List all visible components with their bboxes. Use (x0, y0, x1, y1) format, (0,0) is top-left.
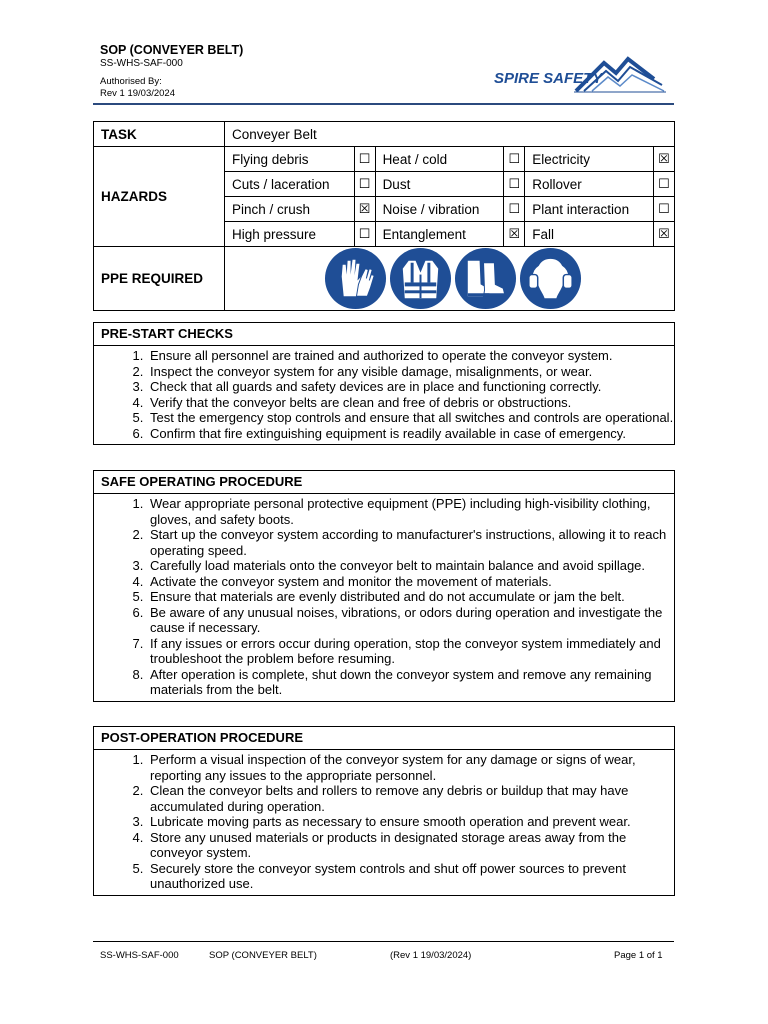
list-item: 6. Be aware of any unusual noises, vibrations, or odors during operation and investigate the cause if necessary. (147, 605, 674, 636)
footer-divider (93, 941, 674, 942)
list-item: 7. If any issues or errors occur during operation, stop the conveyor system immediately and troubleshoot the problem before resuming. (147, 636, 674, 667)
list-item: 1. Ensure all personnel are trained and authorized to operate the conveyor system. (147, 348, 674, 364)
hi-vis-vest-icon (389, 247, 452, 310)
footer-title: SOP (CONVEYER BELT) (209, 950, 317, 961)
list-item: 8. After operation is complete, shut down the conveyor system and remove any remaining materials from the belt. (147, 667, 674, 698)
hazard-checkbox: ☐ (504, 172, 525, 197)
spire-safety-logo (494, 55, 666, 95)
procedure-list (94, 496, 674, 698)
list-item: 4. Store any unused materials or products in designated storage areas away from the conveyor system. (147, 830, 674, 861)
document-title: SOP (CONVEYER BELT) (100, 43, 244, 57)
footer-revision: (Rev 1 19/03/2024) (390, 950, 472, 961)
list-item: 5. Test the emergency stop controls and ensure that all switches and controls are operational. (147, 410, 674, 426)
authorised-by (100, 76, 243, 100)
gloves-icon (324, 247, 387, 310)
ppe-label: PPE REQUIRED (94, 247, 225, 311)
list-item: 4. Verify that the conveyor belts are clean and free of debris or obstructions. (147, 395, 674, 411)
post-operation-list (94, 752, 674, 892)
list-item: 6. Confirm that fire extinguishing equipment is readily available in case of emergency. (147, 426, 674, 442)
list-item: 2. Clean the conveyor belts and rollers to remove any debris or buildup that may have accumulated during operation. (147, 783, 674, 814)
hazards-label: HAZARDS (94, 147, 225, 247)
logo-text: SPIRE SAFETY (494, 70, 603, 87)
section-heading: POST-OPERATION PROCEDURE (94, 727, 674, 750)
header-divider (93, 103, 674, 105)
hazard-checkbox: ☒ (504, 222, 525, 247)
section-heading: PRE-START CHECKS (94, 323, 674, 346)
hazard-checkbox: ☐ (354, 172, 375, 197)
hazard-checkbox: ☐ (354, 147, 375, 172)
list-item: 1. Perform a visual inspection of the conveyor system for any damage or signs of wear, reporting any issues to the appropriate personnel. (147, 752, 674, 783)
task-label: TASK (94, 122, 225, 147)
hazard-name: Entanglement (375, 222, 504, 247)
hazard-name: Flying debris (225, 147, 355, 172)
task-hazard-table (93, 121, 675, 311)
list-item: 3. Carefully load materials onto the conveyor belt to maintain balance and avoid spillage. (147, 558, 674, 574)
document-header (100, 43, 243, 100)
hazard-checkbox: ☐ (654, 172, 675, 197)
hazard-name: High pressure (225, 222, 355, 247)
list-item: 5. Ensure that materials are evenly distributed and do not accumulate or jam the belt. (147, 589, 674, 605)
hazard-checkbox: ☒ (654, 222, 675, 247)
list-item: 1. Wear appropriate personal protective equipment (PPE) including high-visibility clothing, gloves, and safety boots. (147, 496, 674, 527)
authorised-by-label: Authorised By: (100, 76, 162, 87)
hazard-checkbox: ☒ (354, 197, 375, 222)
hazard-name: Dust (375, 172, 504, 197)
hazard-checkbox: ☐ (354, 222, 375, 247)
list-item: 2. Start up the conveyor system according to manufacturer's instructions, allowing it to reach operating speed. (147, 527, 674, 558)
hazard-name: Noise / vibration (375, 197, 504, 222)
document-code: SS-WHS-SAF-000 (100, 58, 183, 69)
pre-start-list (94, 348, 674, 441)
post-operation-procedure-section (93, 726, 675, 896)
hearing-protection-icon (519, 247, 582, 310)
task-row (94, 122, 675, 147)
list-item: 5. Securely store the conveyor system controls and shut off power sources to prevent unauthorized use. (147, 861, 674, 892)
ppe-icons-cell (225, 247, 675, 311)
hazard-name: Cuts / laceration (225, 172, 355, 197)
hazard-checkbox: ☐ (654, 197, 675, 222)
hazard-checkbox: ☐ (504, 147, 525, 172)
pre-start-checks-section (93, 322, 675, 445)
hazard-checkbox: ☒ (654, 147, 675, 172)
safe-operating-procedure-section (93, 470, 675, 702)
list-item: 3. Lubricate moving parts as necessary to ensure smooth operation and prevent wear. (147, 814, 674, 830)
revision-label: Rev 1 19/03/2024 (100, 88, 176, 99)
hazard-name: Fall (525, 222, 654, 247)
hazard-name: Plant interaction (525, 197, 654, 222)
hazard-name: Electricity (525, 147, 654, 172)
section-heading: SAFE OPERATING PROCEDURE (94, 471, 674, 494)
safety-boots-icon (454, 247, 517, 310)
hazard-checkbox: ☐ (504, 197, 525, 222)
footer-page-number: Page 1 of 1 (614, 950, 663, 961)
hazard-name: Pinch / crush (225, 197, 355, 222)
ppe-row (94, 247, 675, 311)
task-value: Conveyer Belt (225, 122, 675, 147)
list-item: 4. Activate the conveyor system and monitor the movement of materials. (147, 574, 674, 590)
list-item: 2. Inspect the conveyor system for any visible damage, misalignments, or wear. (147, 364, 674, 380)
footer-code: SS-WHS-SAF-000 (100, 950, 179, 961)
list-item: 3. Check that all guards and safety devices are in place and functioning correctly. (147, 379, 674, 395)
hazard-row (94, 147, 675, 172)
hazard-name: Rollover (525, 172, 654, 197)
hazard-name: Heat / cold (375, 147, 504, 172)
